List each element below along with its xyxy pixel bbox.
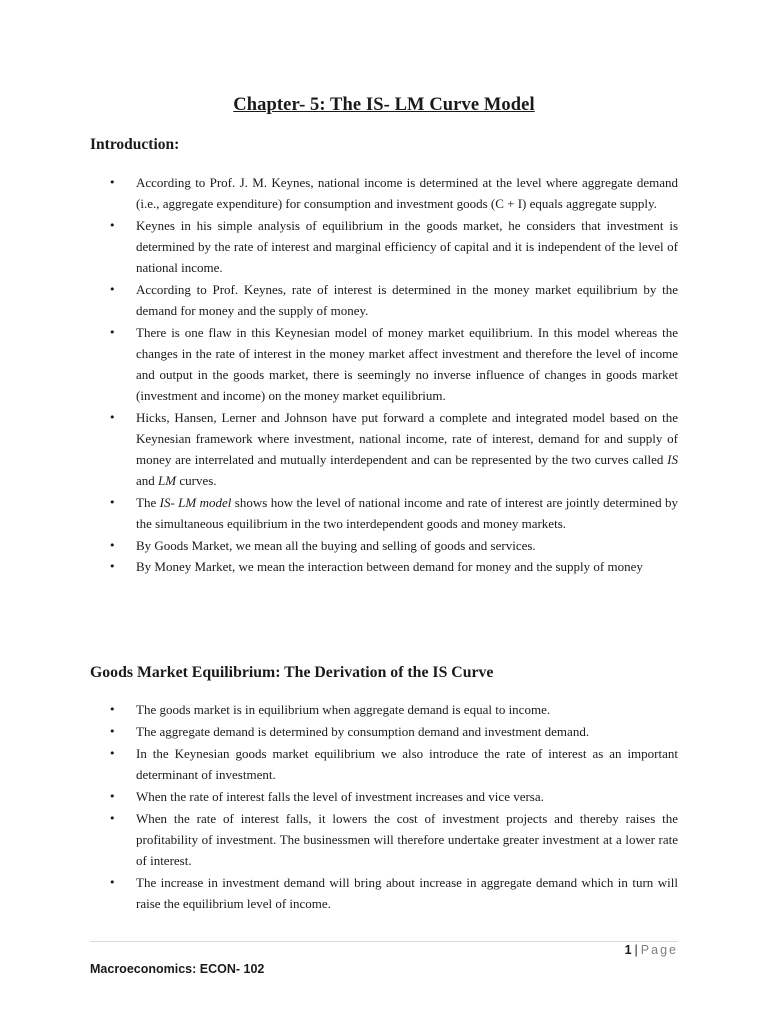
list-item-text: shows how the level of national income and rate of interest are jointly determined by the simultaneous equilibrium in the two interdependent goods and money markets.	[136, 495, 678, 531]
lm-curve-term: LM	[158, 473, 177, 488]
page-label: Page	[640, 943, 678, 957]
is-lm-model-term: IS- LM model	[159, 495, 232, 510]
list-item: • When the rate of interest falls the level of investment increases and vice versa.	[90, 786, 678, 807]
list-item-text: The	[136, 495, 160, 510]
list-item	[90, 407, 678, 491]
section-heading-introduction: Introduction:	[90, 136, 180, 153]
list-item: • Keynes in his simple analysis of equilibrium in the goods market, he considers that investment is determined by the rate of interest and marginal efficiency of capital and it is independent of the level of national income.	[90, 215, 678, 278]
list-item: • The goods market is in equilibrium when aggregate demand is equal to income.	[90, 699, 678, 720]
introduction-bullet-list	[90, 172, 678, 576]
list-item: • By Goods Market, we mean all the buying and selling of goods and services.	[90, 535, 678, 556]
list-item: • By Money Market, we mean the interaction between demand for money and the supply of money	[90, 559, 678, 575]
page-number	[625, 943, 678, 957]
list-item: • According to Prof. Keynes, rate of interest is determined in the money market equilibrium by the demand for money and the supply of money.	[90, 279, 678, 321]
list-item: • In the Keynesian goods market equilibrium we also introduce the rate of interest as an important determinant of investment.	[90, 743, 678, 785]
list-item: • According to Prof. J. M. Keynes, national income is determined at the level where aggregate demand (i.e., aggregate expenditure) for consumption and investment goods (C + I) equals aggregate supply.	[90, 172, 678, 214]
list-item: • There is one flaw in this Keynesian model of money market equilibrium. In this model whereas the changes in the rate of interest in the money market affect investment and therefore the level of income and output in the goods market, there is seemingly no inverse influence of changes in goods market (investment and income) on the money market equilibrium.	[90, 322, 678, 406]
list-item-text: curves.	[176, 473, 217, 488]
page-number-value: 1	[624, 943, 632, 957]
is-curve-term: IS	[667, 452, 678, 467]
course-footer: Macroeconomics: ECON- 102	[90, 962, 265, 976]
footer-divider	[90, 941, 678, 942]
list-item-text: Hicks, Hansen, Lerner and Johnson have put forward a complete and integrated model based on the Keynesian framework where investment, national income, rate of interest, demand for and supply of money are interrelated and mutually interdependent and can be represented by the two curves called	[136, 410, 678, 467]
list-item	[90, 492, 678, 534]
page-title: Chapter- 5: The IS- LM Curve Model	[233, 95, 535, 115]
list-item-text: and	[136, 473, 159, 488]
goods-market-bullet-list	[90, 699, 678, 915]
list-item: • When the rate of interest falls, it lowers the cost of investment projects and thereby raises the profitability of investment. The businessmen will therefore undertake greater investment at a lower rate of interest.	[90, 808, 678, 871]
list-item: • The increase in investment demand will bring about increase in aggregate demand which in turn will raise the equilibrium level of income.	[90, 872, 678, 914]
list-item: • The aggregate demand is determined by consumption demand and investment demand.	[90, 721, 678, 742]
page-number-separator: |	[634, 943, 638, 957]
section-heading-goods-market: Goods Market Equilibrium: The Derivation of the IS Curve	[90, 664, 494, 681]
